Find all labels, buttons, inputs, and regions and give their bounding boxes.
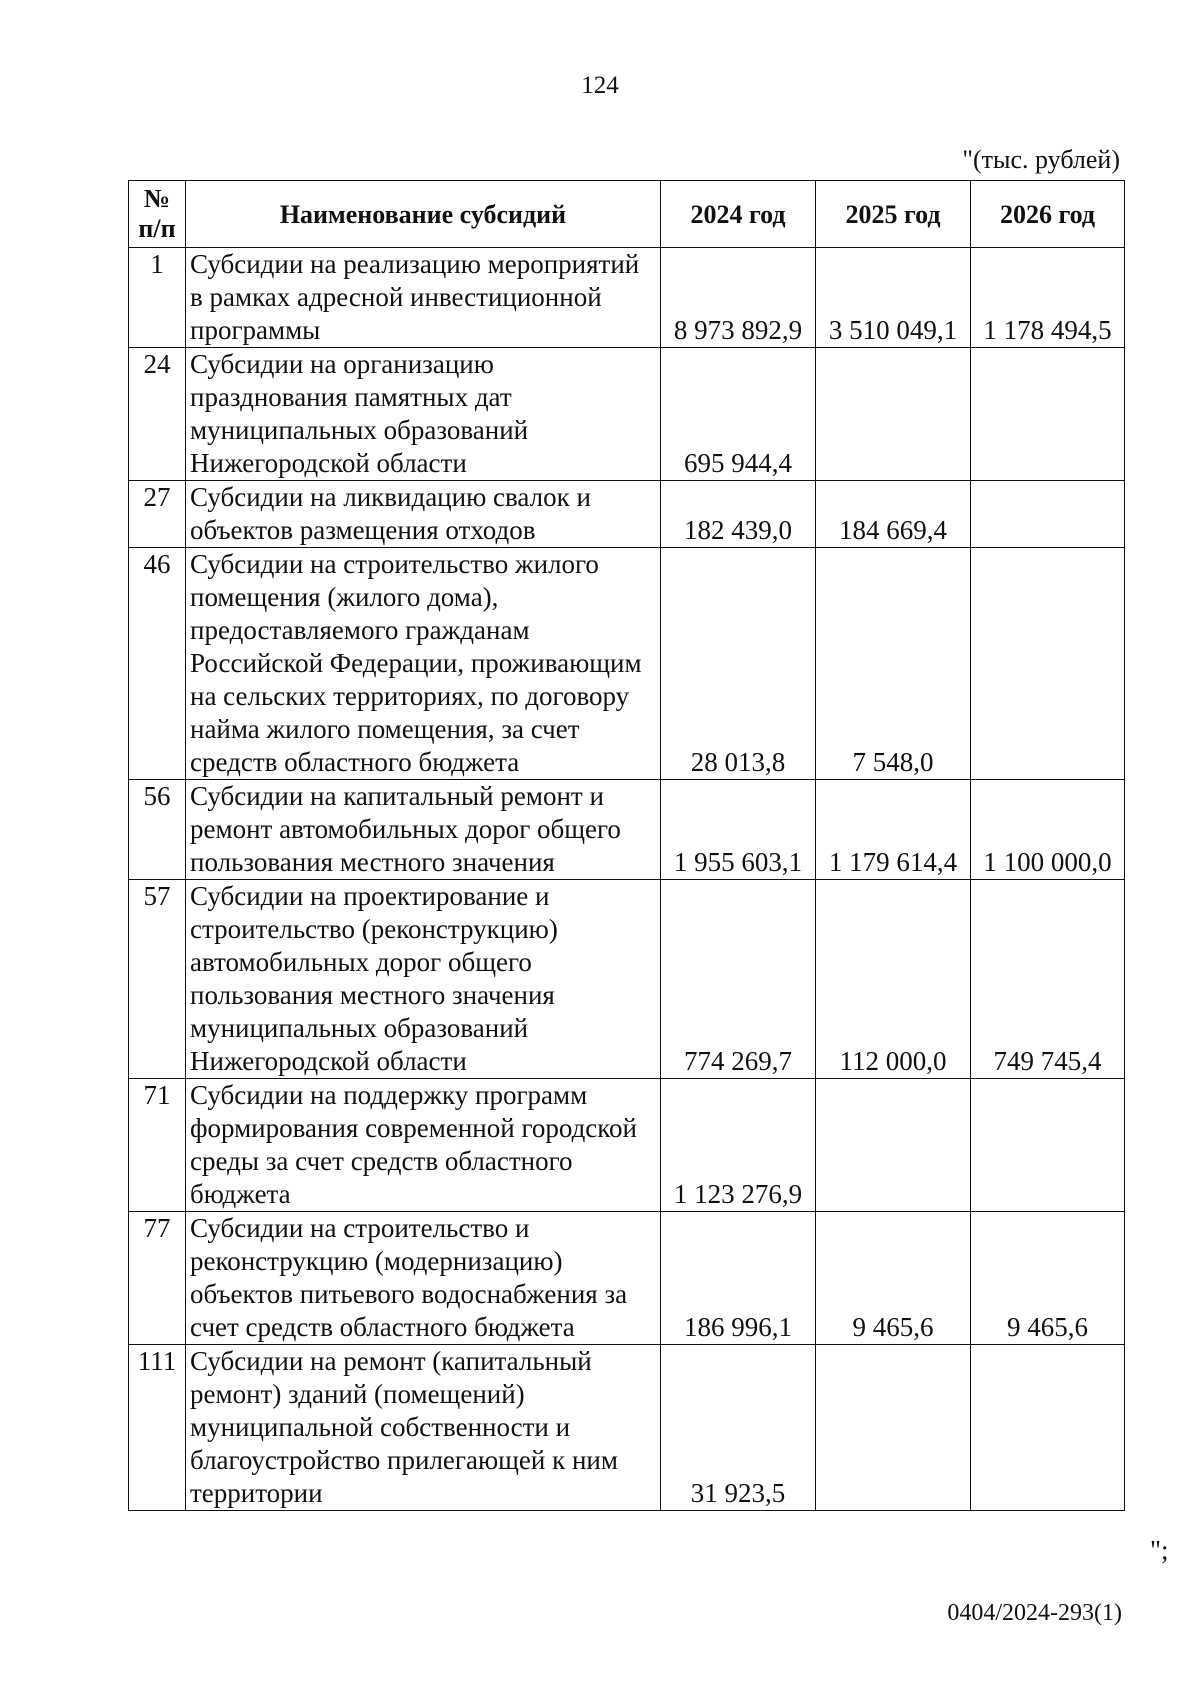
- row-value-2026: 9 465,6: [971, 1212, 1125, 1345]
- row-name: Субсидии на проектирование и строительство (реконструкцию) автомобильных дорог общего пользования местного значения муниципальных образований Нижегородской области: [186, 880, 661, 1079]
- row-value-2026: [971, 1345, 1125, 1511]
- row-value-2025: 3 510 049,1: [816, 248, 971, 348]
- row-name: Субсидии на строительство жилого помещения (жилого дома), предоставляемого гражданам Российской Федерации, проживающим на сельских территориях, по договору найма жилого помещения, за счет средств областного бюджета: [186, 548, 661, 780]
- row-num: 24: [129, 348, 186, 481]
- row-value-2025: 184 669,4: [816, 481, 971, 548]
- row-value-2025: 1 179 614,4: [816, 780, 971, 880]
- row-value-2024: 182 439,0: [661, 481, 816, 548]
- row-name: Субсидии на организацию празднования памятных дат муниципальных образований Нижегородской области: [186, 348, 661, 481]
- row-num: 111: [129, 1345, 186, 1511]
- row-value-2024: 28 013,8: [661, 548, 816, 780]
- row-value-2026: 1 100 000,0: [971, 780, 1125, 880]
- row-value-2026: [971, 348, 1125, 481]
- header-num: № п/п: [129, 181, 186, 248]
- row-value-2024: 1 955 603,1: [661, 780, 816, 880]
- row-name: Субсидии на строительство и реконструкцию (модернизацию) объектов питьевого водоснабжения за счет средств областного бюджета: [186, 1212, 661, 1345]
- row-value-2026: [971, 481, 1125, 548]
- row-name: Субсидии на капитальный ремонт и ремонт автомобильных дорог общего пользования местного значения: [186, 780, 661, 880]
- row-value-2026: 749 745,4: [971, 880, 1125, 1079]
- row-value-2025: [816, 1079, 971, 1212]
- row-num: 56: [129, 780, 186, 880]
- units-note: "(тыс. рублей): [962, 145, 1120, 174]
- table-row: [129, 780, 1125, 880]
- row-name: Субсидии на ликвидацию свалок и объектов размещения отходов: [186, 481, 661, 548]
- table-row: [129, 248, 1125, 348]
- subsidy-table: [128, 180, 1125, 1511]
- table-row: [129, 1079, 1125, 1212]
- row-value-2024: 8 973 892,9: [661, 248, 816, 348]
- page-number: 124: [581, 72, 619, 99]
- header-2026: 2026 год: [971, 181, 1125, 248]
- closing-quote-mark: ";: [1150, 1535, 1169, 1565]
- row-num: 1: [129, 248, 186, 348]
- row-value-2024: 695 944,4: [661, 348, 816, 481]
- row-value-2025: 9 465,6: [816, 1212, 971, 1345]
- row-value-2024: 1 123 276,9: [661, 1079, 816, 1212]
- table-row: [129, 880, 1125, 1079]
- row-num: 27: [129, 481, 186, 548]
- table-row: [129, 1345, 1125, 1511]
- table-row: [129, 1212, 1125, 1345]
- table-row: [129, 548, 1125, 780]
- row-num: 71: [129, 1079, 186, 1212]
- row-value-2025: [816, 348, 971, 481]
- row-num: 57: [129, 880, 186, 1079]
- row-num: 77: [129, 1212, 186, 1345]
- header-2024: 2024 год: [661, 181, 816, 248]
- document-code: 0404/2024-293(1): [947, 1600, 1122, 1626]
- row-name: Субсидии на реализацию мероприятий в рамках адресной инвестиционной программы: [186, 248, 661, 348]
- row-value-2024: 31 923,5: [661, 1345, 816, 1511]
- row-value-2025: 112 000,0: [816, 880, 971, 1079]
- row-num: 46: [129, 548, 186, 780]
- table-row: [129, 348, 1125, 481]
- table-header-row: [129, 181, 1125, 248]
- row-value-2024: 186 996,1: [661, 1212, 816, 1345]
- header-name: Наименование субсидий: [186, 181, 661, 248]
- header-2025: 2025 год: [816, 181, 971, 248]
- row-value-2025: 7 548,0: [816, 548, 971, 780]
- row-value-2026: [971, 1079, 1125, 1212]
- row-value-2026: [971, 548, 1125, 780]
- table-row: [129, 481, 1125, 548]
- row-value-2026: 1 178 494,5: [971, 248, 1125, 348]
- row-value-2024: 774 269,7: [661, 880, 816, 1079]
- row-name: Субсидии на ремонт (капитальный ремонт) зданий (помещений) муниципальной собственности и благоустройство прилегающей к ним территории: [186, 1345, 661, 1511]
- row-value-2025: [816, 1345, 971, 1511]
- row-name: Субсидии на поддержку программ формирования современной городской среды за счет средств областного бюджета: [186, 1079, 661, 1212]
